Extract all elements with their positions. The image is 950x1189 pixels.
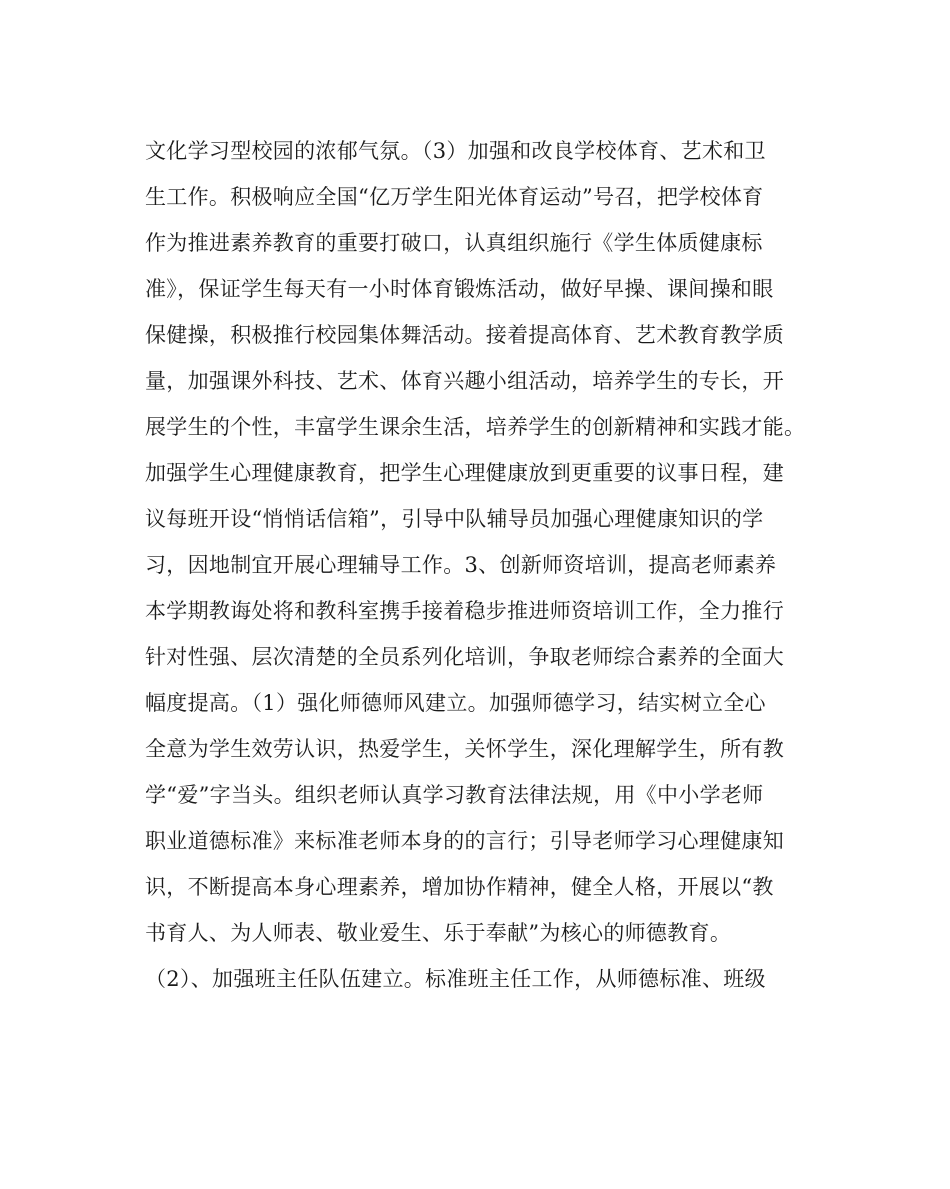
document-body xyxy=(145,128,825,1002)
text-line: 保健操，积极推行校园集体舞活动。接着提高体育、艺术教育教学质 xyxy=(145,323,784,347)
text-line: 展学生的个性，丰富学生课余生活，培养学生的创新精神和实践才能。 xyxy=(145,415,806,439)
text-line: 议每班开设“悄悄话信箱”，引导中队辅导员加强心理健康知识的学 xyxy=(145,507,764,531)
text-line: 识，不断提高本身心理素养，增加协作精神，健全人格，开展以“教 xyxy=(145,875,774,899)
text-line: 幅度提高。（1）强化师德师风建立。加强师德学习，结实树立全心 xyxy=(145,691,766,715)
text-line: 准》，保证学生每天有一小时体育锻炼活动，做好早操、课间操和眼 xyxy=(145,277,774,301)
text-line: 职业道德标准》来标准老师本身的的言行；引导老师学习心理健康知 xyxy=(145,829,784,853)
text-line: 生工作。积极响应全国“亿万学生阳光体育运动”号召，把学校体育 xyxy=(145,185,764,209)
text-line: 本学期教诲处将和教科室携手接着稳步推进师资培训工作，全力推行 xyxy=(145,599,784,623)
text-line: 习，因地制宜开展心理辅导工作。3、创新师资培训，提高老师素养 xyxy=(145,553,777,577)
text-line: 量，加强课外科技、艺术、体育兴趣小组活动，培养学生的专长，开 xyxy=(145,369,784,393)
text-line: 学“爱”字当头。组织老师认真学习教育法律法规，用《中小学老师 xyxy=(145,783,764,807)
text-line: 文化学习型校园的浓郁气氛。（3）加强和改良学校体育、艺术和卫 xyxy=(145,139,766,163)
text-line: （2）、加强班主任队伍建立。标准班主任工作，从师德标准、班级 xyxy=(145,967,766,991)
text-line: 全意为学生效劳认识，热爱学生，关怀学生，深化理解学生，所有教 xyxy=(145,737,784,761)
text-line: 针对性强、层次清楚的全员系列化培训，争取老师综合素养的全面大 xyxy=(145,645,784,669)
text-line: 书育人、为人师表、敬业爱生、乐于奉献”为核心的师德教育。 xyxy=(145,921,732,945)
text-line: 作为推进素养教育的重要打破口，认真组织施行《学生体质健康标 xyxy=(145,231,763,255)
text-line: 加强学生心理健康教育，把学生心理健康放到更重要的议事日程，建 xyxy=(145,461,784,485)
